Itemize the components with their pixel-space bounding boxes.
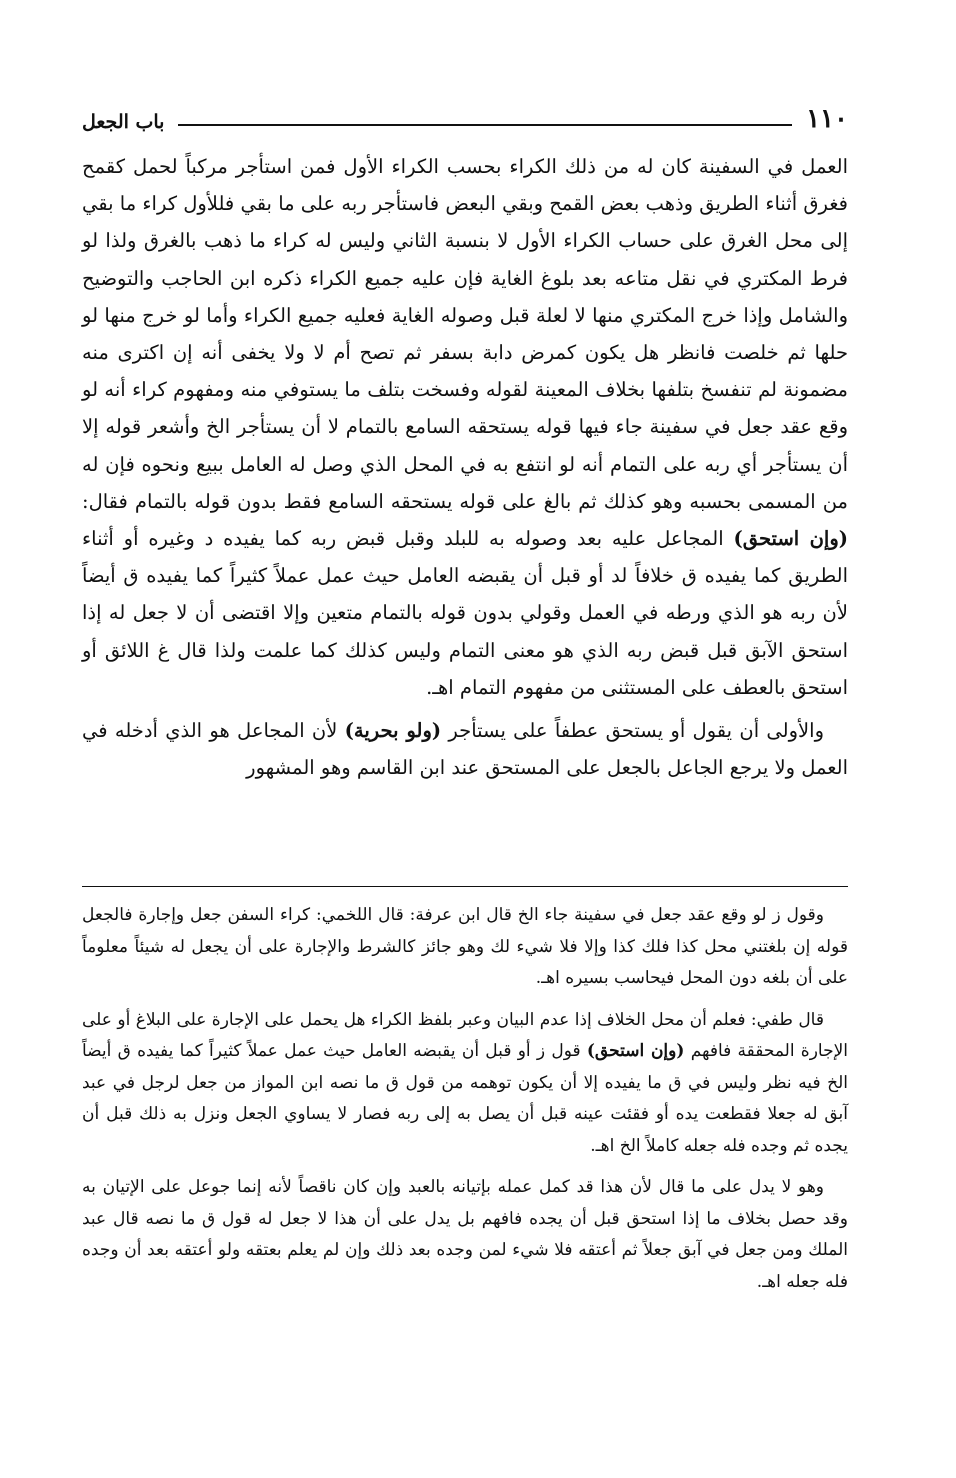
footnote-3: وهو لا يدل على ما قال لأن هذا قد كمل عمله بإتيانه بالعبد وإن كان ناقصاً لأنه إنما جوعل على الإتيان به وقد حصل بخلاف ما إذا استحق قبل أن يجده فافهم بل يدل على أن هذا لا جعل له قول ق ما نصه قال عبد الملك ومن جعل في آبق جعلاً ثم أعتقه فلا شيء لمن وجده بعد ذلك وإن لم يعلم بعتقه ولو أعتقه بعد أن وجده فله جعله اهـ. — [82, 1177, 848, 1292]
main-text — [82, 148, 848, 786]
main-paragraph-1 — [82, 148, 848, 706]
main-paragraph-2-text-b: لأن المجاعل هو الذي أدخله في العمل ولا يرجع الجاعل بالجعل على المستحق عند ابن القاسم وهو المشهور — [82, 719, 848, 780]
main-paragraph-1-text-b: المجاعل عليه بعد وصوله به للبلد وقبل قبض ربه كما يفيده د وغيره أو أثناء الطريق كما يفيده ق خلافاً لد أو قبل أن يقبضه العامل حيث عمل عملاً كثيراً كما يفيده ق أيضاً لأن ربه هو الذي ورطه في العمل وقولي بدون قوله بالتمام متعين وإلا اقتضى أن لا جعل له إذا استحق الآبق قبل قبض ربه الذي هو معنى التمام وليس كذلك كما علمت ولذا قال غ اللائق أو استحق بالعطف على المستثنى من مفهوم التمام اهـ. — [82, 527, 848, 699]
main-paragraph-1-text-a: العمل في السفينة كان له من ذلك الكراء بحسب الكراء الأول فمن استأجر مركباً لحمل كقمح فغرق أثناء الطريق وذهب بعض القمح وبقي البعض فاستأجر ربه على ما بقي فللأول كراء ما بقي إلى محل الغرق على حساب الكراء الأول لا بنسبة الثاني وليس له كراء ما ذهب بالغرق ولذا لو فرط المكتري في نقل متاعه بعد بلوغ الغاية فإن عليه جميع الكراء ذكره ابن الحاجب والتوضيح والشامل وإذا خرج المكتري منها لا لعلة قبل وصوله الغاية فعليه جميع الكراء وأما لو خرج منها لو حلها ثم خلصت فانظر هل يكون كمرض دابة بسفر ثم تصح أم لا ولا يخفى أنه إن اكترى منه مضمونة لم تنفسخ بتلفها بخلاف المعينة لقوله وفسخت بتلف ما يستوفي منه ومفهوم كراء أنه لو وقع عقد جعل في سفينة جاء فيها قوله يستحقه السامع بالتمام لا أن يستأجر الخ وأشعر قوله إلا أن يستأجر أي ربه على التمام أنه لو انتفع به في المحل الذي وصل له العامل ببيع ونحوه فإن له من المسمى بحسبه وهو كذلك ثم بالغ على قوله يستحقه السامع فقط بدون قوله بالتمام فقال: — [82, 155, 848, 513]
matn-phrase-hurriyya: (ولو بحرية) — [344, 719, 442, 743]
footnote-2-text-b: قول ز أو قبل أن يقبضه العامل حيث عمل عملاً كثيراً كما يفيده ق أيضاً الخ فيه نظر وليس في ق ما يفيده إلا أن يكون توهمه من قول ق ما نصه ابن المواز من جعل لرجل في عبد آبق له جعلا فقطعت يده أو فقئت عينه قبل أن يصل به إلى ربه فصار لا يساوي الجعل ونزل به ذلك قبل أن يجده ثم وجده فله جعله كاملاً الخ اهـ. — [82, 1041, 848, 1156]
chapter-title: باب الجعل — [82, 111, 165, 133]
footnote-2-bold-phrase: (وإن استحق) — [586, 1041, 685, 1061]
footnote-2 — [82, 1005, 848, 1163]
matn-phrase-istahaqq: (وإن استحق) — [733, 527, 848, 551]
header-rule — [178, 124, 792, 126]
main-paragraph-2 — [82, 712, 848, 786]
footnote-separator — [82, 886, 848, 887]
footnote-1: وقول ز لو وقع عقد جعل في سفينة جاء الخ قال ابن عرفة: قال اللخمي: كراء السفن جعل وإجارة فالجعل قوله إن بلغتني محل كذا فلك كذا وإلا فلا شيء لك وهو جائز كالشرط والإجارة على أن يجعل له شيئاً معلوماً على أن بلغه دون المحل فيحاسب بسيره اهـ. — [82, 905, 848, 988]
footnotes — [82, 900, 848, 1308]
page-number: ١١٠ — [806, 104, 848, 134]
main-paragraph-2-text-a: والأولى أن يقول أو يستحق عطفاً على يستأجر — [448, 719, 824, 743]
footnote-2-text-a: قال طفي: فعلم أن محل الخلاف إذا عدم البيان وعبر بلفظ الكراء هل يحمل على الإجارة على البلاغ أو على الإجارة المحققة فافهم — [82, 1009, 849, 1061]
page-header — [82, 92, 848, 132]
